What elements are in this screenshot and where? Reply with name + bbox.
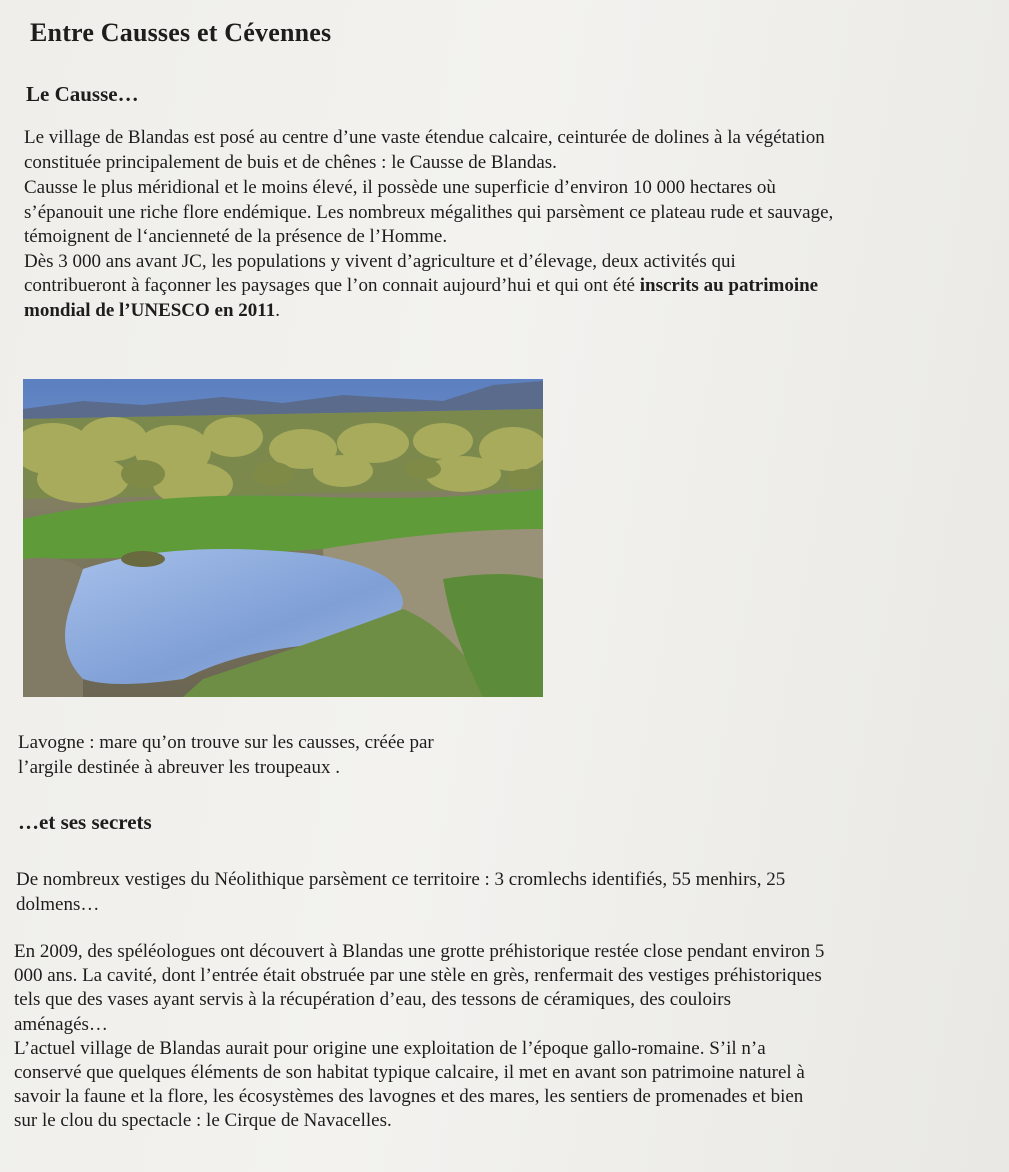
bold-span: mondial de l’UNESCO en 2011 [24, 299, 276, 321]
text-line: conservé que quelques éléments de son habitat typique calcaire, il met en avant son patrimoine naturel à [14, 1062, 805, 1084]
text-line: tels que des vases ayant servis à la récupération d’eau, des tessons de céramiques, des couloirs [14, 989, 732, 1011]
text-line: aménagés… [14, 1013, 108, 1035]
text-line: Causse le plus méridional et le moins élevé, il possède une superficie d’environ 10 000 hectares où [24, 177, 776, 198]
text-line: 000 ans. La cavité, dont l’entrée était obstruée par une stèle en grès, renfermait des vestiges préhistoriques [14, 965, 822, 987]
text-line: De nombreux vestiges du Néolithique parsèment ce territoire : 3 cromlechs identifiés, 55 menhirs, 25 [16, 869, 786, 890]
section-heading-secrets: …et ses secrets [18, 810, 152, 834]
photo-caption [18, 730, 538, 780]
text-line: témoignent de l‘ancienneté de la présence de l’Homme. [24, 226, 448, 247]
text-span: . [275, 299, 281, 321]
paragraph-causse [24, 126, 833, 323]
text-line: savoir la faune et la flore, les écosystèmes des lavognes et des mares, les sentiers de promenades et bien [14, 1086, 804, 1108]
caption-line: Lavogne : mare qu’on trouve sur les causses, créée par [18, 732, 434, 753]
text-line: L’actuel village de Blandas aurait pour origine une exploitation de l’époque gallo-romaine. S’il n’a [14, 1037, 766, 1059]
text-line: dolmens… [16, 893, 100, 915]
text-line: s’épanouit une riche flore endémique. Les nombreux mégalithes qui parsèment ce plateau rude et sauvage, [24, 201, 834, 223]
section-heading-causse: Le Causse… [26, 82, 139, 106]
paragraph-neolithique [16, 868, 785, 917]
page-title: Entre Causses et Cévennes [30, 18, 332, 47]
caption-line: l’argile destinée à abreuver les troupeaux . [18, 757, 340, 778]
landscape-image [23, 379, 543, 697]
text-line: constituée principalement de buis et de chênes : le Causse de Blandas. [24, 151, 557, 173]
text-line: sur le clou du spectacle : le Cirque de Navacelles. [14, 1110, 392, 1132]
paragraph-grotte [14, 940, 824, 1134]
text-line-mixed [24, 299, 833, 324]
text-line: Dès 3 000 ans avant JC, les populations y vivent d’agriculture et d’élevage, deux activités qui [24, 250, 736, 272]
text-span: contribueront à façonner les paysages que l’on connait aujourd’hui et qui ont été [24, 275, 640, 296]
text-line: En 2009, des spéléologues ont découvert à Blandas une grotte préhistorique restée close pendant environ 5 [14, 941, 825, 962]
text-line: Le village de Blandas est posé au centre d’une vaste étendue calcaire, ceinturée de dolines à la végétation [24, 127, 825, 148]
bold-span: inscrits au patrimoine [639, 275, 819, 296]
text-line-mixed [24, 274, 833, 299]
lavogne-photo [23, 379, 543, 697]
